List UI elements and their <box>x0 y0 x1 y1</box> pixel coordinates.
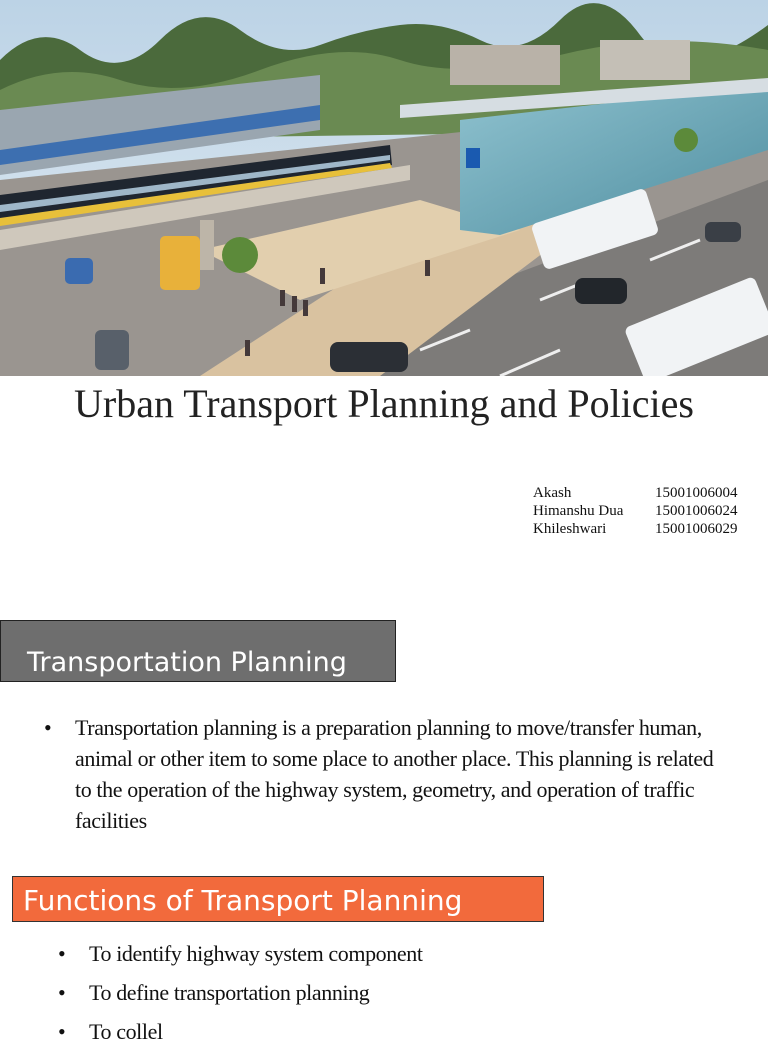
bullet-text: To identify highway system component <box>89 941 423 966</box>
bullet-icon: • <box>58 1019 66 1044</box>
author-list <box>533 484 738 538</box>
bullet-text: To collel <box>89 1019 163 1044</box>
author-row <box>533 502 738 520</box>
bullet-icon: • <box>58 980 66 1005</box>
author-name: Himanshu Dua <box>533 503 624 519</box>
bullet-text: Transportation planning is a preparation planning to move/transfer human, animal or other item to some place to another place. This planning is related to the operation of the highway system, geometry, and operation of traffic facilities <box>75 715 714 833</box>
list-item <box>58 977 758 1008</box>
hero-illustration <box>0 0 768 376</box>
bullet-icon: • <box>58 941 66 966</box>
author-id: 15001006024 <box>655 503 738 519</box>
list-item <box>58 938 758 969</box>
bullet-list <box>58 938 758 1055</box>
list-item <box>58 1016 758 1047</box>
section-heading-transportation-planning: Transportation Planning <box>0 620 396 682</box>
author-id: 15001006004 <box>655 485 738 501</box>
page-title: Urban Transport Planning and Policies <box>74 381 694 426</box>
author-row <box>533 484 738 502</box>
author-name: Akash <box>533 485 572 501</box>
bullet-list <box>44 712 724 836</box>
bullet-icon: • <box>44 715 52 740</box>
author-name: Khileshwari <box>533 521 607 537</box>
section-heading-functions: Functions of Transport Planning <box>12 876 544 922</box>
author-row <box>533 520 738 538</box>
author-id: 15001006029 <box>655 521 738 537</box>
bullet-text: To define transportation planning <box>89 980 370 1005</box>
list-item <box>44 712 724 836</box>
